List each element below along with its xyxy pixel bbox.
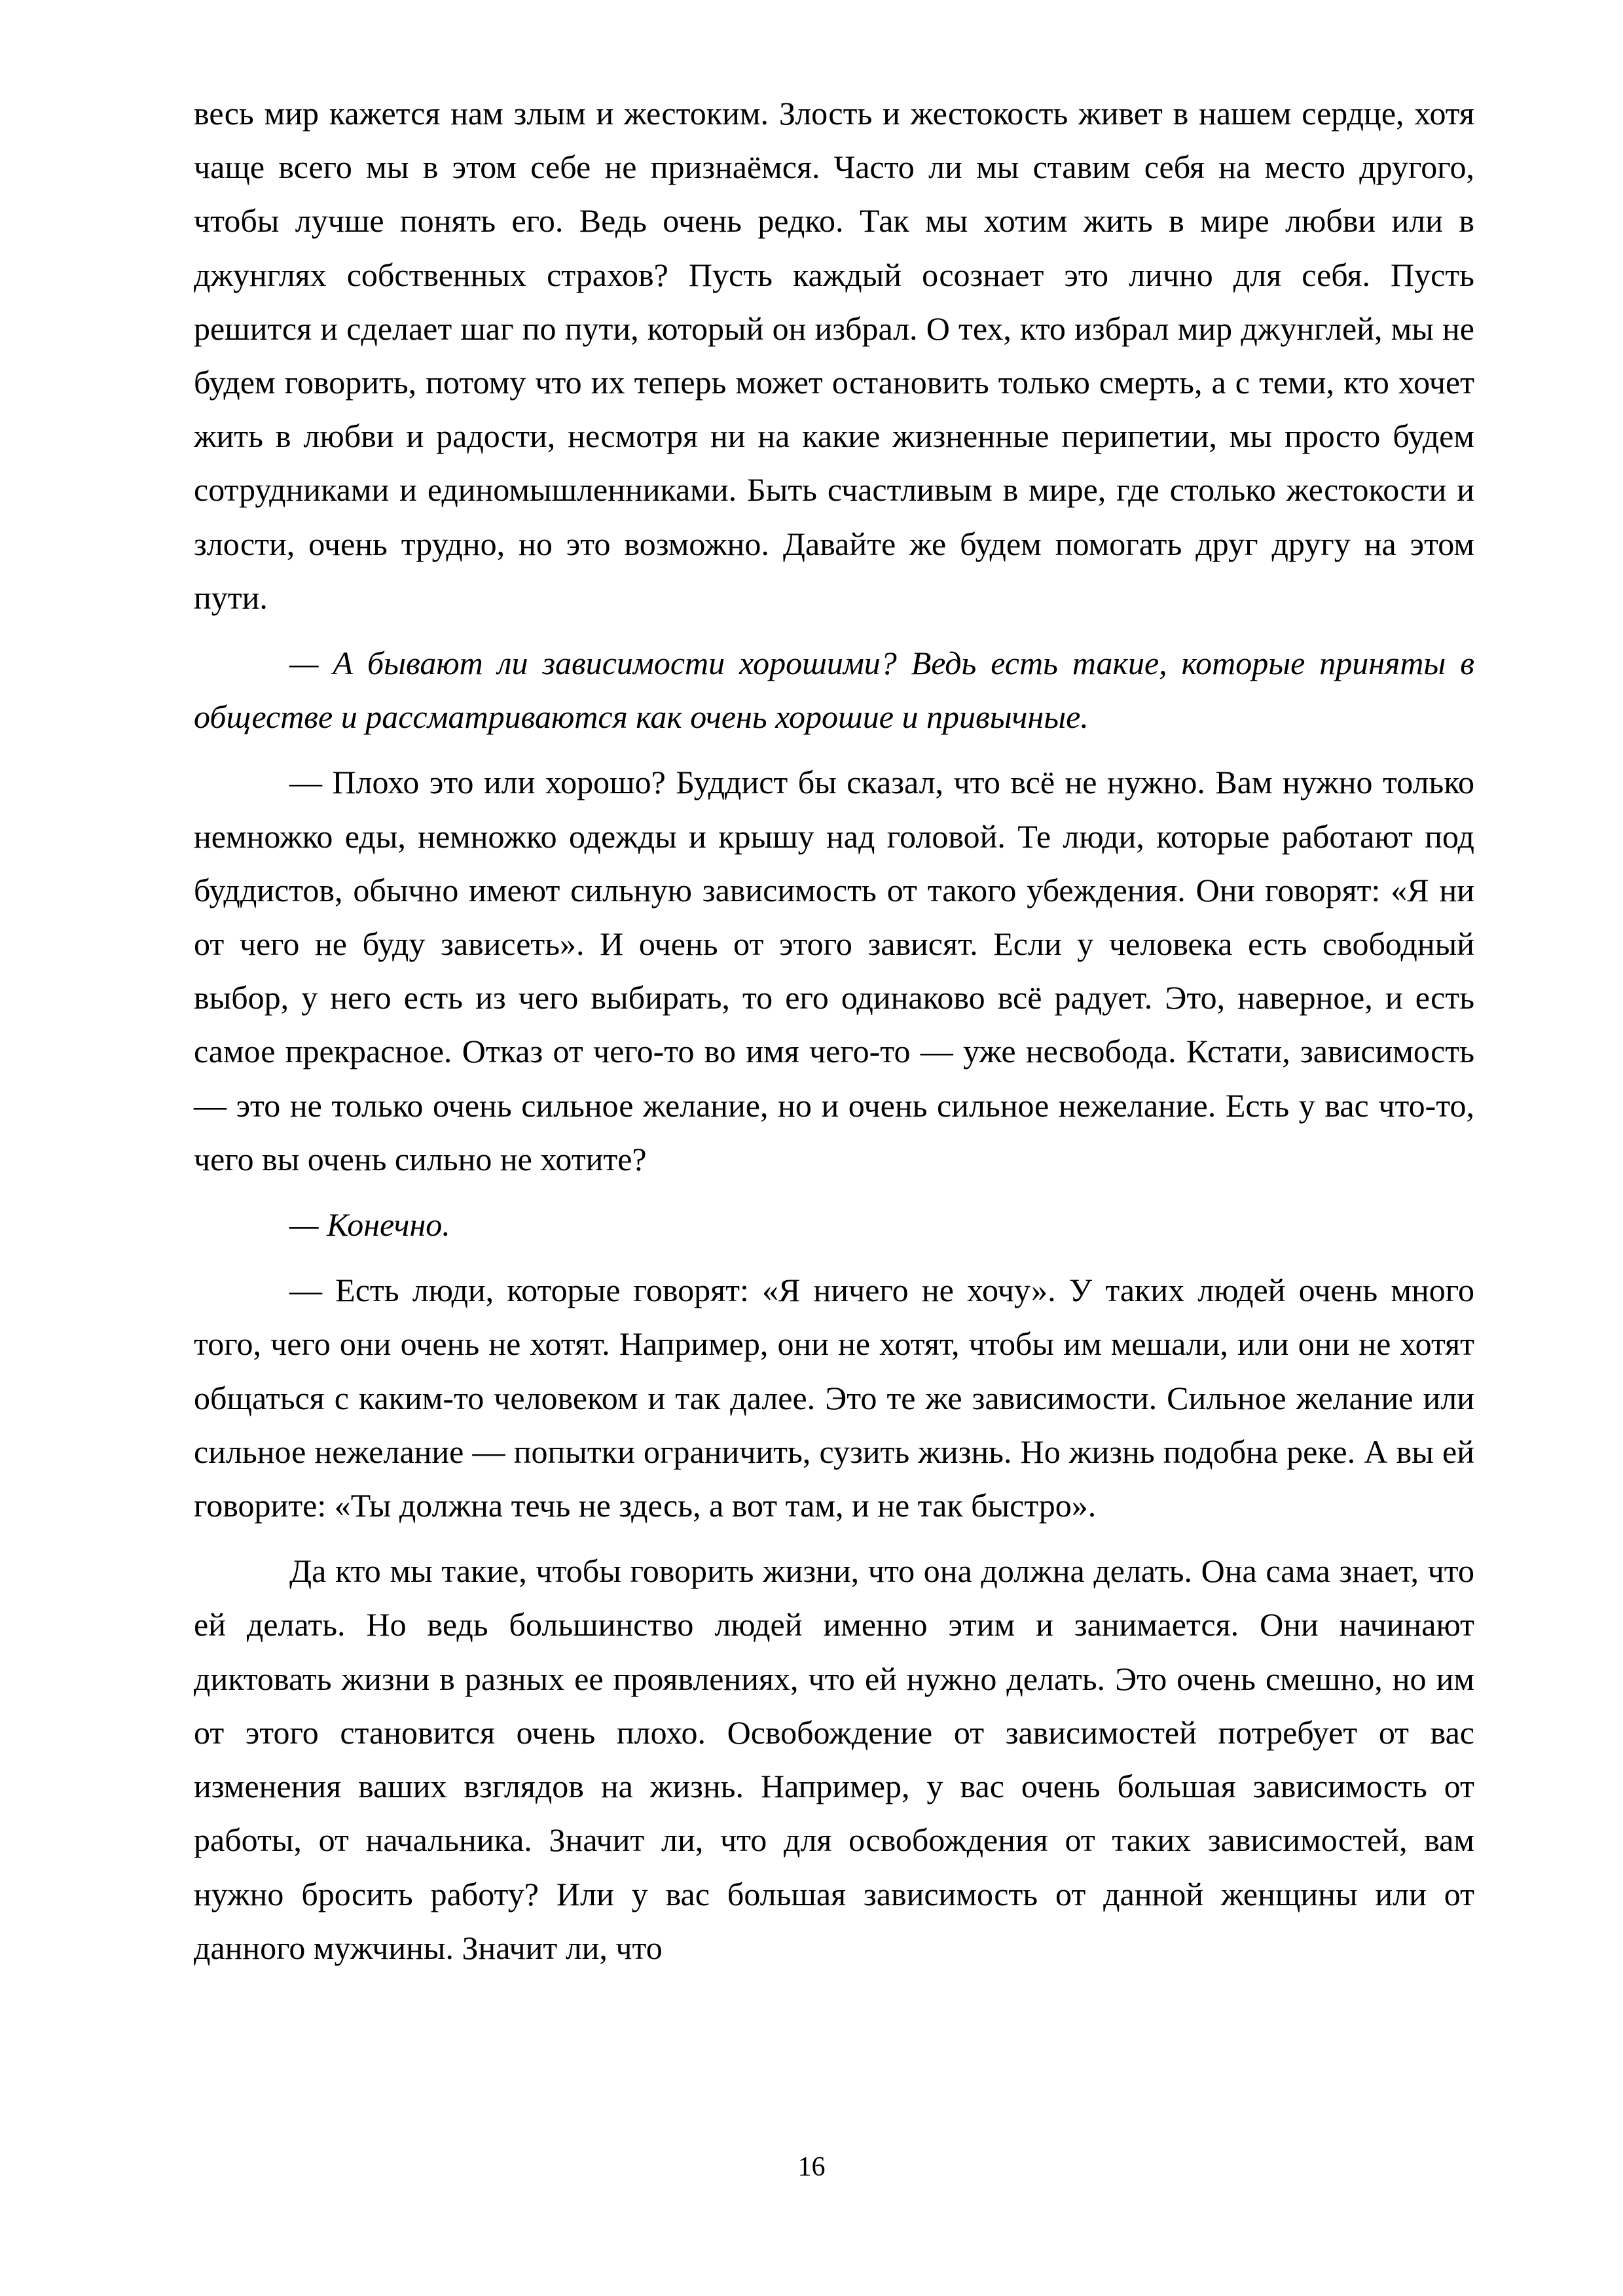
paragraph-question-italic: — А бывают ли зависимости хорошими? Ведь есть такие, которые приняты в обществе и рассматриваются как очень хорошие и привычные. xyxy=(194,645,1474,736)
page-number: 16 xyxy=(797,2152,826,2182)
paragraph-answer-2: — Есть люди, которые говорят: «Я ничего не хочу». У таких людей очень много того, чего они очень не хотят. Например, они не хотят, чтобы им мешали, или они не хотят общаться с каким-то человеком и так далее. Это те же зависимости. Сильное желание или сильное нежелание — попытки ограничить, сузить жизнь. Но жизнь подобна реке. А вы ей говорите: «Ты должна течь не здесь, а вот там, и не так быстро». xyxy=(194,1272,1474,1524)
paragraph-answer: — Плохо это или хорошо? Буддист бы сказал, что всё не нужно. Вам нужно только немножко еды, немножко одежды и крышу над головой. Те люди, которые работают под буддистов, обычно имеют сильную зависимость от такого убеждения. Они говорят: «Я ни от чего не буду зависеть». И очень от этого зависят. Если у человека есть свободный выбор, у него есть из чего выбирать, то его одинаково всё радует. Это, наверное, и есть самое прекрасное. Отказ от чего-то во имя чего-то — уже несвобода. Кстати, зависимость — это не только очень сильное желание, но и очень сильное нежелание. Есть у вас что-то, чего вы очень сильно не хотите? xyxy=(194,764,1474,1177)
paragraph-reply-italic: — Конечно. xyxy=(289,1206,450,1244)
paragraph-continuation: весь мир кажется нам злым и жестоким. Злость и жестокость живет в нашем сердце, хотя чаще всего мы в этом себе не признаёмся. Часто ли мы ставим себя на место другого, чтобы лучше понять его. Ведь очень редко. Так мы хотим жить в мире любви или в джунглях собственных страхов? Пусть каждый осознает это лично для себя. Пусть решится и сделает шаг по пути, который он избрал. О тех, кто избрал мир джунглей, мы не будем говорить, потому что их теперь может остановить только смерть, а с теми, кто хочет жить в любви и радости, несмотря ни на какие жизненные перипетии, мы просто будем сотрудниками и единомышленниками. Быть счастливым в мире, где столько жестокости и злости, очень трудно, но это возможно. Давайте же будем помогать друг другу на этом пути. xyxy=(194,95,1474,616)
document-page xyxy=(194,86,1474,1975)
paragraph-body: Да кто мы такие, чтобы говорить жизни, что она должна делать. Она сама знает, что ей делать. Но ведь большинство людей именно этим и занимается. Они начинают диктовать жизни в разных ее проявлениях, что ей нужно делать. Это очень смешно, но им от этого становится очень плохо. Освобождение от зависимостей потребует от вас изменения ваших взглядов на жизнь. Например, у вас очень большая зависимость от работы, от начальника. Значит ли, что для освобождения от таких зависимостей, вам нужно бросить работу? Или у вас большая зависимость от данной женщины или от данного мужчины. Значит ли, что xyxy=(194,1552,1474,1966)
